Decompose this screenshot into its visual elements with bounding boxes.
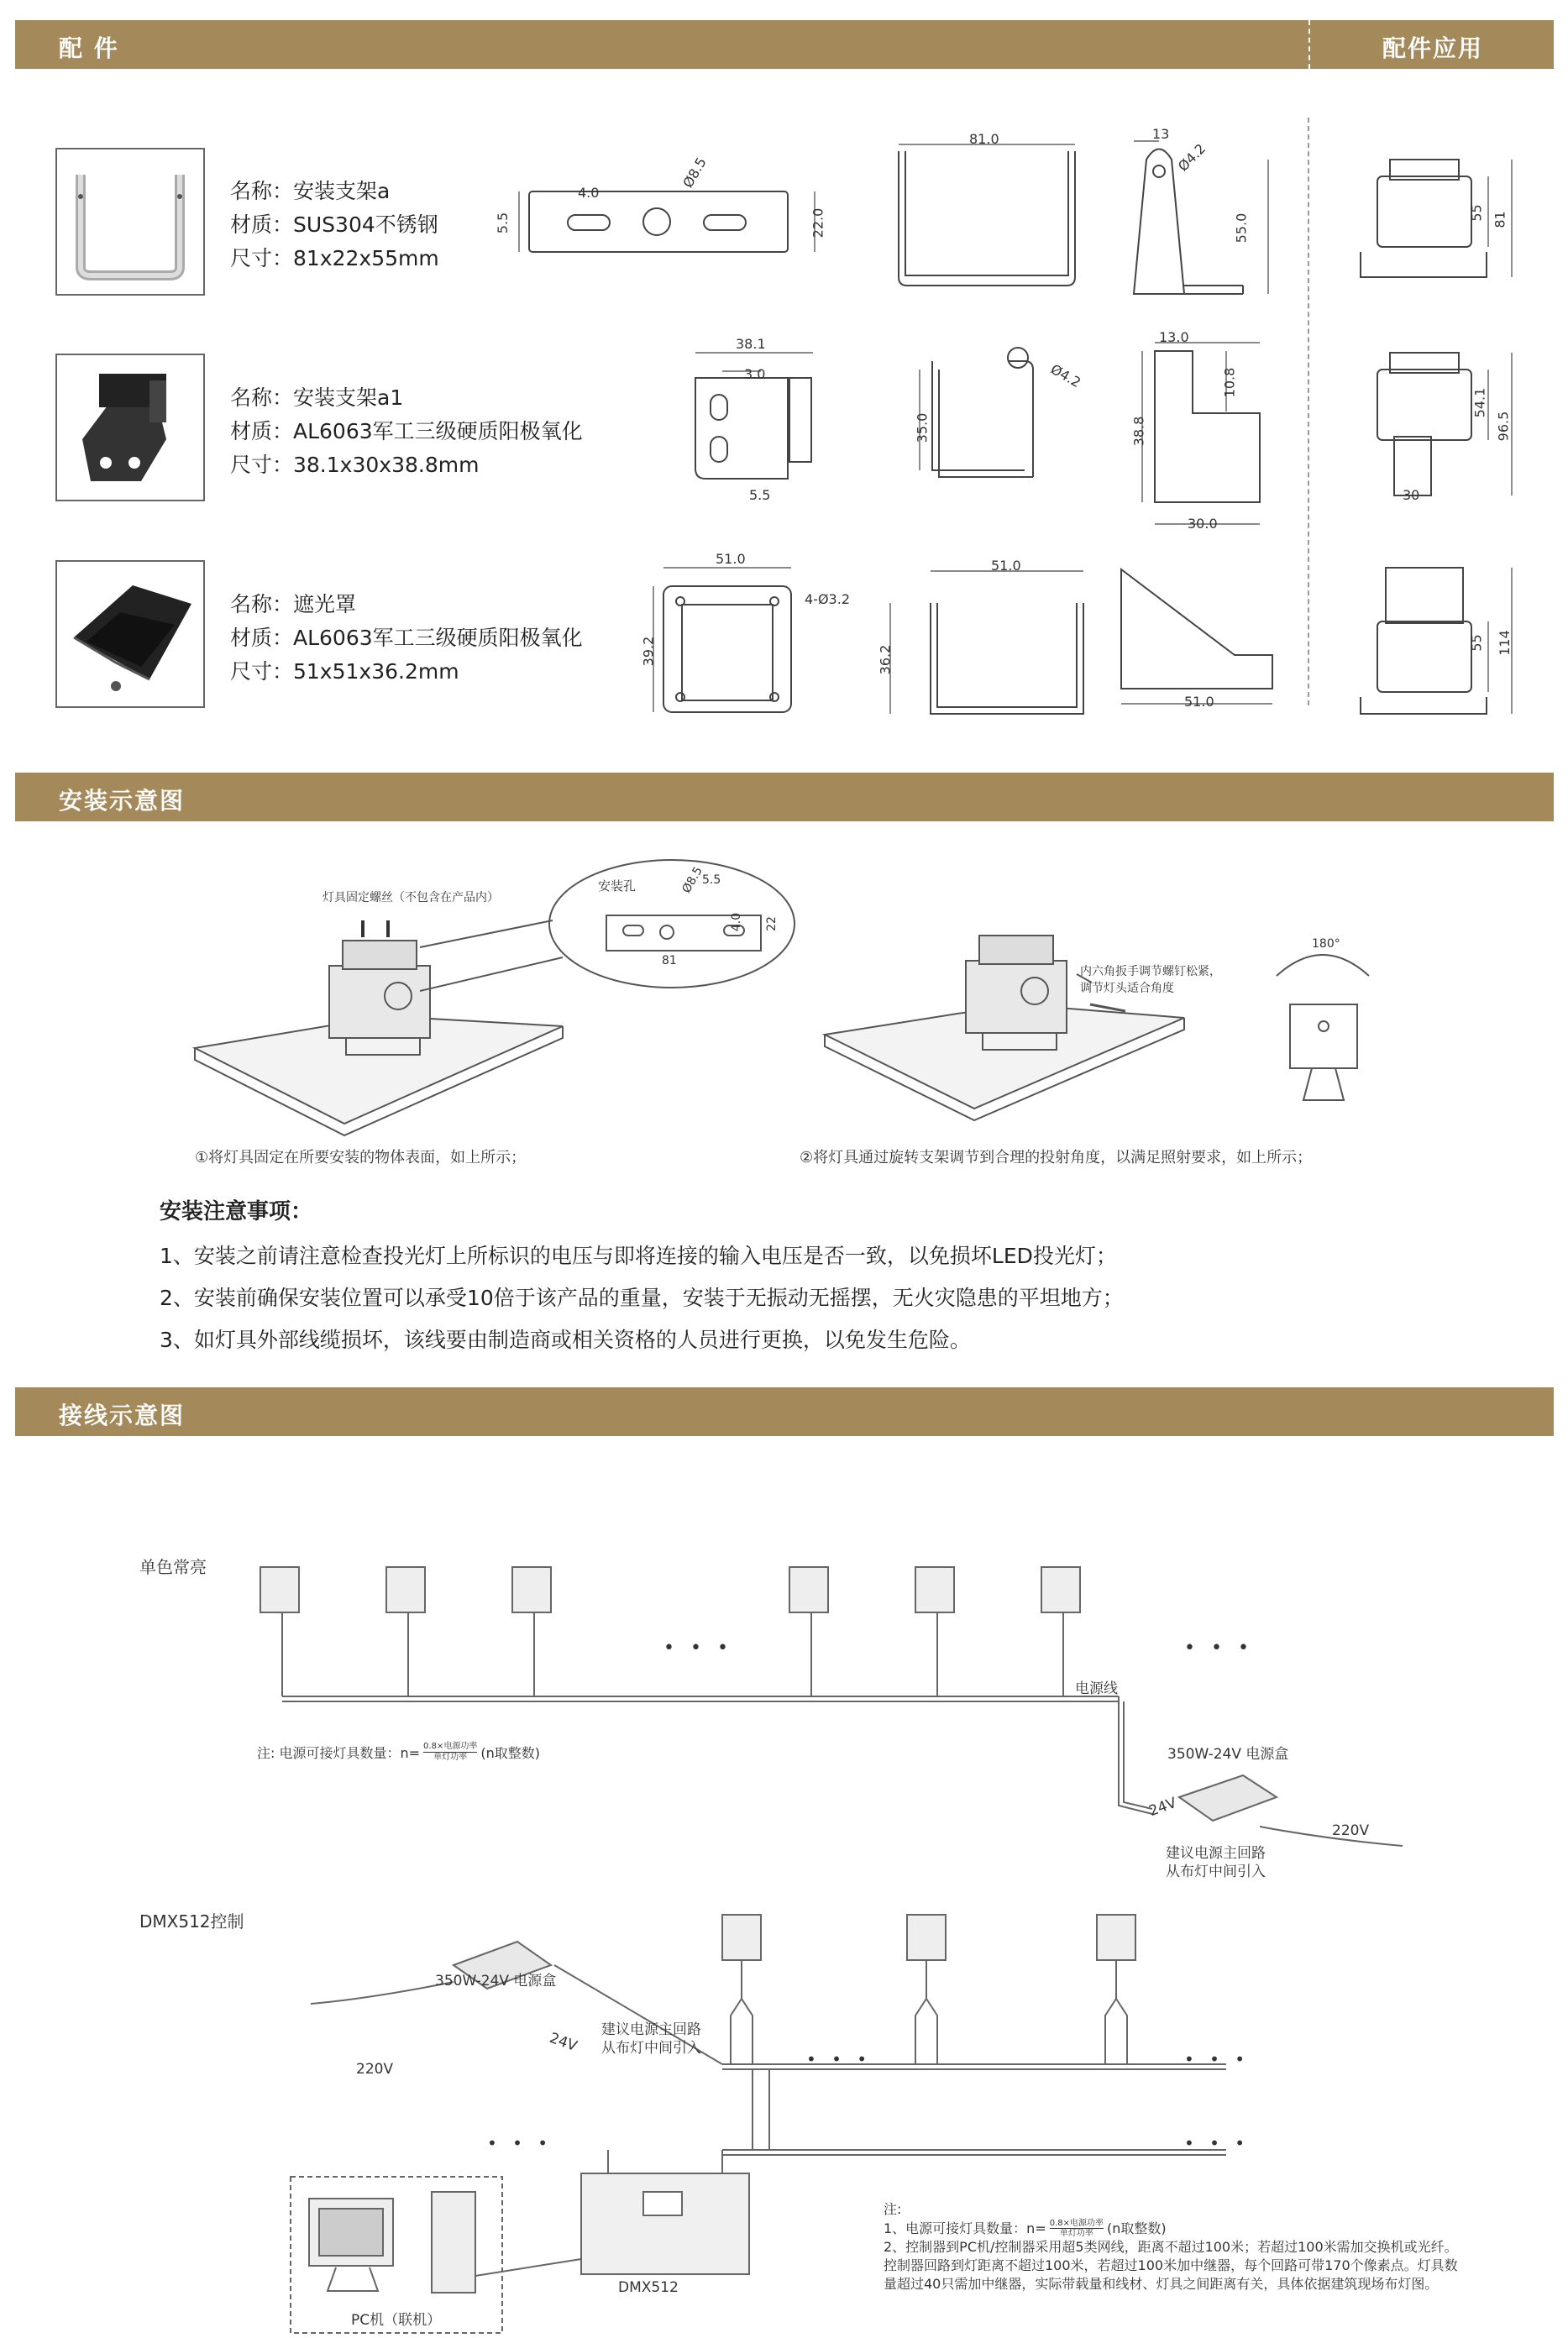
app-r1-a1: 55 <box>1468 204 1485 222</box>
dmx-dots-3: • • • <box>487 2133 553 2153</box>
mono-label: 单色常亮 <box>139 1557 207 1577</box>
hole-dim-1: Ø8.5 <box>679 864 705 896</box>
mono-formula <box>423 1742 477 1763</box>
dim-r2-d9: 30.0 <box>1188 516 1218 532</box>
dim-r1-d1: 4.0 <box>578 185 600 201</box>
mono-note-suffix: (n取整数) <box>480 1745 540 1761</box>
bracket-a-name: 名称：安装支架a <box>230 179 391 203</box>
lens-hood-size: 尺寸：51x51x36.2mm <box>230 659 459 684</box>
install-caption-1: ①将灯具固定在所要安装的物体表面，如上所示； <box>195 1149 527 1166</box>
hole-dim-5: 81 <box>662 954 677 967</box>
bottom-note-3: 控制器回路到灯距离不超过100米，若超过100米加中继器，每个回路可带170个像素点。灯具数 <box>884 2257 1458 2273</box>
app-r1-a2: 81 <box>1492 211 1508 228</box>
dim-r1-d6: 13 <box>1152 126 1170 142</box>
hole-label: 安装孔 <box>598 878 637 894</box>
install-header <box>15 773 1554 821</box>
bottom-formula <box>1050 2219 1104 2238</box>
bottom-formula-num: 0.8×电源功率 <box>1049 2219 1104 2228</box>
wiring-header <box>15 1387 1554 1436</box>
bottom-formula-den: 单灯功率 <box>1059 2229 1093 2238</box>
dim-r3-d6: 51.0 <box>1184 694 1214 710</box>
application-title: 配件应用 <box>1382 34 1484 62</box>
dim-r2-d6: 13.0 <box>1159 329 1189 345</box>
dim-r3-d5: 36.2 <box>877 644 894 675</box>
bracket-a1-name: 名称：安装支架a1 <box>230 385 404 410</box>
hex-label-1: 内六角扳手调节螺钉松紧， <box>1080 965 1221 978</box>
mono-psu-label: 350W-24V 电源盒 <box>1167 1746 1289 1763</box>
dmx-advice-1: 建议电源主回路 <box>601 2021 701 2038</box>
mono-220v: 220V <box>1332 1822 1370 1839</box>
power-line-label: 电源线 <box>1075 1680 1118 1697</box>
mono-advice-2: 从布灯中间引入 <box>1166 1864 1266 1880</box>
bottom-note-1 <box>884 2219 1458 2238</box>
hole-dim-2: 5.5 <box>702 873 721 887</box>
dim-r3-d3: 39.2 <box>640 636 657 667</box>
app-r2-a1: 54.1 <box>1471 387 1488 418</box>
wiring-title: 接线示意图 <box>59 1402 186 1429</box>
dmx-220v: 220V <box>356 2061 394 2078</box>
bottom-note-4: 量超过40只需加中继器，实际带载量和线材、灯具之间距离有关，具体依据建筑现场布灯图。 <box>884 2276 1439 2292</box>
hole-dim-3: 4.0 <box>730 912 744 932</box>
mono-advice-1: 建议电源主回路 <box>1166 1845 1266 1862</box>
dim-r2-d3: 5.5 <box>749 487 771 503</box>
bracket-a1-material: 材质：AL6063军工三级硬质阳极氧化 <box>230 419 583 443</box>
dim-r2-d2: 3.0 <box>744 366 766 382</box>
bottom-notes <box>884 2200 1458 2293</box>
mono-dots-1: • • • <box>663 1638 733 1659</box>
hole-dim-4: 22 <box>764 916 779 931</box>
dim-r2-d1: 38.1 <box>736 336 766 352</box>
dim-r2-d7: 10.8 <box>1221 367 1238 398</box>
dim-r1-d2: Ø8.5 <box>679 155 710 191</box>
dmx-label: DMX512控制 <box>139 1911 244 1932</box>
lens-hood-name: 名称：遮光罩 <box>230 592 357 616</box>
dim-r3-d1: 51.0 <box>716 551 746 567</box>
install-caption-2: ②将灯具通过旋转支架调节到合理的投射角度，以满足照射要求，如上所示； <box>800 1149 1313 1166</box>
dmx-24v: 24V <box>547 2029 579 2056</box>
dim-r3-d4: 51.0 <box>991 558 1021 574</box>
hex-label-2: 调节灯头适合角度 <box>1080 982 1174 995</box>
bottom-note-1-suffix: (n取整数) <box>1107 2220 1167 2236</box>
mono-formula-den: 单灯功率 <box>433 1753 468 1762</box>
app-r2-a2: 96.5 <box>1495 411 1512 442</box>
accessories-title: 配 件 <box>59 34 119 62</box>
note-item-1: 1、安装之前请注意检查投光灯上所标识的电压与即将连接的输入电压是否一致，以免损坏LED投光灯； <box>160 1244 1117 1268</box>
pc-label: PC机（联机） <box>351 2312 442 2329</box>
dmx-dots-1: • • • <box>806 2049 873 2069</box>
dmx512-label: DMX512 <box>618 2279 679 2296</box>
dmx-dots-4: • • • <box>1184 2133 1251 2153</box>
rotation-angle: 180° <box>1312 937 1340 951</box>
dim-r1-d4: 22.0 <box>810 207 826 239</box>
dmx-advice-2: 从布灯中间引入 <box>601 2040 701 2057</box>
dim-r1-d5: 81.0 <box>969 131 999 147</box>
dim-r2-d8: 38.8 <box>1130 416 1147 447</box>
dim-r1-d8: 55.0 <box>1233 212 1250 244</box>
lens-hood-material: 材质：AL6063军工三级硬质阳极氧化 <box>230 626 583 650</box>
bottom-note-2: 2、控制器到PC机/控制器采用超5类网线，距离不超过100米；若超过100米需加交换机或光纤。 <box>884 2239 1458 2255</box>
bottom-note-1-prefix: 1、电源可接灯具数量：n= <box>884 2220 1046 2236</box>
dmx-psu-label: 350W-24V 电源盒 <box>435 1973 557 1989</box>
mono-24v: 24V <box>1146 1794 1179 1821</box>
mono-dots-2: • • • <box>1184 1638 1254 1659</box>
screw-label: 灯具固定螺丝（不包含在产品内） <box>323 891 499 904</box>
dmx-dots-2: • • • <box>1184 2049 1251 2069</box>
app-r3-a2: 114 <box>1496 630 1513 656</box>
mono-note <box>257 1742 540 1763</box>
mono-note-prefix: 注: 电源可接灯具数量：n= <box>257 1745 421 1761</box>
note-item-2: 2、安装前确保安装位置可以承受10倍于该产品的重量，安装于无振动无摇摆，无火灾隐患的平坦地方； <box>160 1286 1124 1310</box>
dim-r1-d7: Ø4.2 <box>1174 140 1209 175</box>
dim-r3-d2: 4-Ø3.2 <box>805 591 850 607</box>
app-r3-a1: 55 <box>1468 634 1485 652</box>
bracket-a1-size: 尺寸：38.1x30x38.8mm <box>230 453 480 477</box>
notes-title: 安装注意事项： <box>160 1199 313 1224</box>
dim-r2-d5: 35.0 <box>914 412 931 443</box>
note-item-3: 3、如灯具外部线缆损坏，该线要由制造商或相关资格的人员进行更换，以免发生危险。 <box>160 1328 971 1352</box>
accessory-drawings <box>0 0 1568 756</box>
bottom-note-title: 注: <box>884 2201 902 2217</box>
install-title: 安装示意图 <box>59 787 186 815</box>
dim-r1-d3: 5.5 <box>495 212 511 234</box>
dim-r2-d4: Ø4.2 <box>1047 360 1084 391</box>
mono-formula-num: 0.8×电源功率 <box>423 1742 478 1751</box>
app-r2-a3: 30 <box>1403 487 1420 503</box>
bracket-a-size: 尺寸：81x22x55mm <box>230 246 439 270</box>
bracket-a-material: 材质：SUS304不锈钢 <box>230 212 438 237</box>
